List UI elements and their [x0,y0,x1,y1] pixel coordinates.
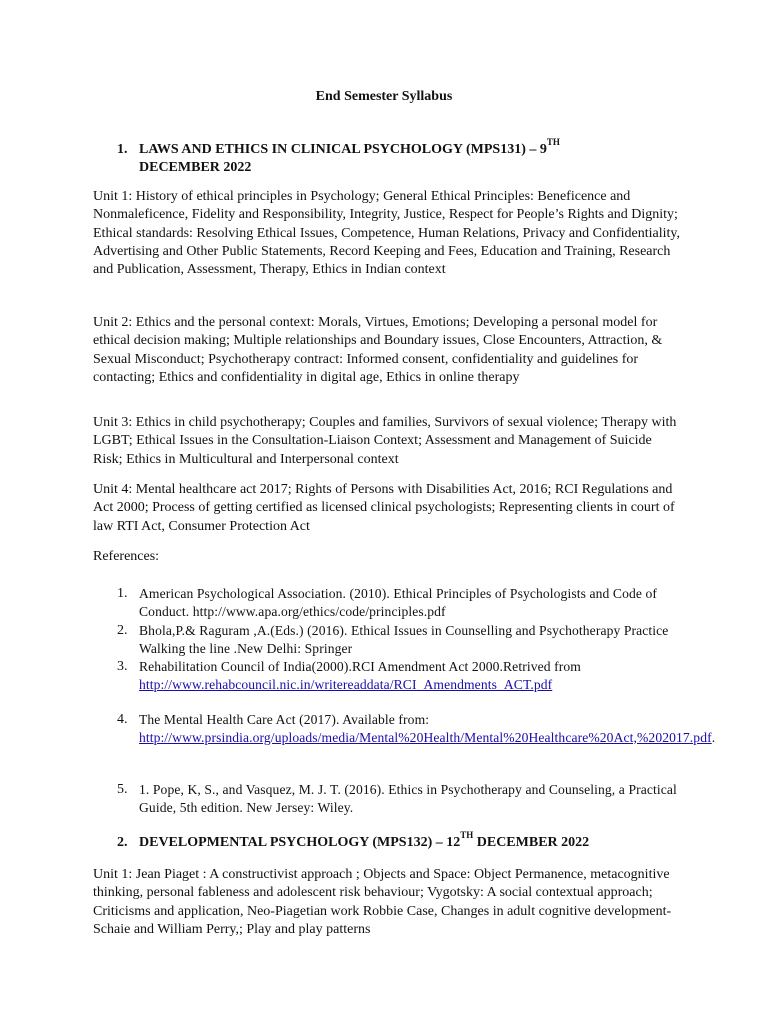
section-title: DEVELOPMENTAL PSYCHOLOGY (MPS132) – 12 [139,835,461,850]
unit-paragraph-3: Unit 3: Ethics in child psychotherapy; Couples and families, Survivors of sexual violence; Therapy with LGBT; Ethical Issues in the Consultation-Liaison Context; Assessment and Management of Suicide Risk; Ethics in Multicultural and Interpersonal context [93,415,677,467]
page-title: End Semester Syllabus [315,89,453,104]
reference-link[interactable]: http://www.prsindia.org/uploads/media/Mental%20Health/Mental%20Healthcare%20Act,%202017.pdf [139,729,712,745]
unit-paragraph-1: Unit 1: Jean Piaget : A constructivist approach ; Objects and Space: Object Permanence, metacognitive thinking, personal fableness and adolescent risk behaviour; Vygotsky: A social contextual approach; Criticisms and application, Neo-Piagetian work Robbie Case, Changes in adult cognitive development-Schaie and William Perry,; Play and play patterns [93,867,672,937]
section-title: LAWS AND ETHICS IN CLINICAL PSYCHOLOGY (MPS131) – 9 [139,142,547,157]
ordinal-suffix: TH [546,137,560,147]
unit-paragraph-2: Unit 2: Ethics and the personal context: Morals, Virtues, Emotions; Developing a personal model for ethical decision making; Multiple relationships and Boundary issues, Close Encounters, Attraction, & Sexual Misconduct; Psychotherapy contract: Informed consent, confidentiality and guidelines for contacting; Ethics and confidentiality in digital age, Ethics in online therapy [93,315,663,385]
section-date: DECEMBER 2022 [139,160,252,175]
references-label: References: [93,549,160,564]
section-number: 2. [117,835,128,850]
reference-link[interactable]: http://www.rehabcouncil.nic.in/writereaddata/RCI_Amendments_ACT.pdf [139,676,553,692]
section-number: 1. [117,142,128,157]
unit-paragraph-4: Unit 4: Mental healthcare act 2017; Rights of Persons with Disabilities Act, 2016; RCI Regulations and Act 2000; Process of getting certified as licensed clinical psychologists; Representing clients in court of law RTI Act, Consumer Protection Act [93,482,675,534]
unit-paragraph-1: Unit 1: History of ethical principles in Psychology; General Ethical Principles: Beneficence and Nonmaleficence, Fidelity and Responsibility, Integrity, Justice, Respect for People’s Rights and Dignity; Ethical standards: Resolving Ethical Issues, Competence, Human Relations, Privacy and Confidentiality, Advertising and Other Public Statements, Record Keeping and Fees, Education and Training, Research and Publication, Assessment, Therapy, Ethics in Indian context [93,189,680,278]
section-date: DECEMBER 2022 [473,835,590,850]
ordinal-suffix: TH [460,830,474,840]
document-page: End Semester Syllabus 1. LAWS AND ETHICS IN CLINICAL PSYCHOLOGY (MPS131) – 9TH DECEMBER 2022 Unit 1: History of ethical principles in Psychology; General Ethical Principles: Beneficence and Nonmaleficence, Fidelity and Responsibility, Integrity, Justice, Respect for People’s Rights and Dignity; Ethical standards: Resolving Ethical Issues, Competence, Human Relations, Privacy and Confidentiality, Advertising and Other Public Statements, Record Keeping and Fees, Education and Training, Research and Publication, Assessment, Therapy, Ethics in Indian context Unit 2: Ethics and the personal context: Morals, Virtues, Emotions; Developing a personal model for ethical decision making; Multiple relationships and Boundary issues, Close Encounters, Attraction, & Sexual Misconduct; Psychotherapy contract: Informed consent, confidentiality and guidelines for contacting; Ethics and confidentiality in digital age, Ethics in online therapy Unit 3: Ethics in child psychotherapy; Couples and families, Survivors of sexual violence; Therapy with LGBT; Ethical Issues in the Consultation-Liaison Context; Assessment and Management of Suicide Risk; Ethics in Multicultural and Interpersonal context Unit 4: Mental healthcare act 2017; Rights of Persons with Disabilities Act, 2016; RCI Regulations and Act 2000; Process of getting certified as licensed clinical psychologists; Representing clients in court of law RTI Act, Consumer Protection Act References: 1. American Psychological Association. (2010). Ethical Principles of Psychologists and Code of Conduct. http://www.apa.org/ethics/code/principles.pdf 2. Bhola,P.& Raguram ,A.(Eds.) (2016). Ethical Issues in Counselling and Psychotherapy Practice Walking the line .New Delhi: Springer 3. Rehabilitation Council of India(2000).RCI Amendment Act 2000.Retrived from http://www.rehabcouncil.nic.in/writereaddata/RCI_Amendments_ACT.pdf 4. The Mental Health Care Act (2017). Available from: http://www.prsindia.org/uploads/media/Mental%20Health/Mental%20Healthcare%20Act,%202017.pdf. 5. 1. Pope, K, S., and Vasquez, M. J. T. (2016). Ethics in Psychotherapy and Counseling, a Practical Guide, 5th edition. New Jersey: Wiley. 2. DEVELOPMENTAL PSYCHOLOGY (MPS132) – 12TH DECEMBER 2022 Unit 1: Jean Piaget : A constructivist approach ; Objects and Space: Object Permanence, metacognitive thinking, personal fableness and adolescent risk behaviour; Vygotsky: A social contextual approach; Criticisms and application, Neo-Piagetian work Robbie Case, Changes in adult cognitive development-Schaie and William Perry,; Play and play patterns [0,0,768,1024]
